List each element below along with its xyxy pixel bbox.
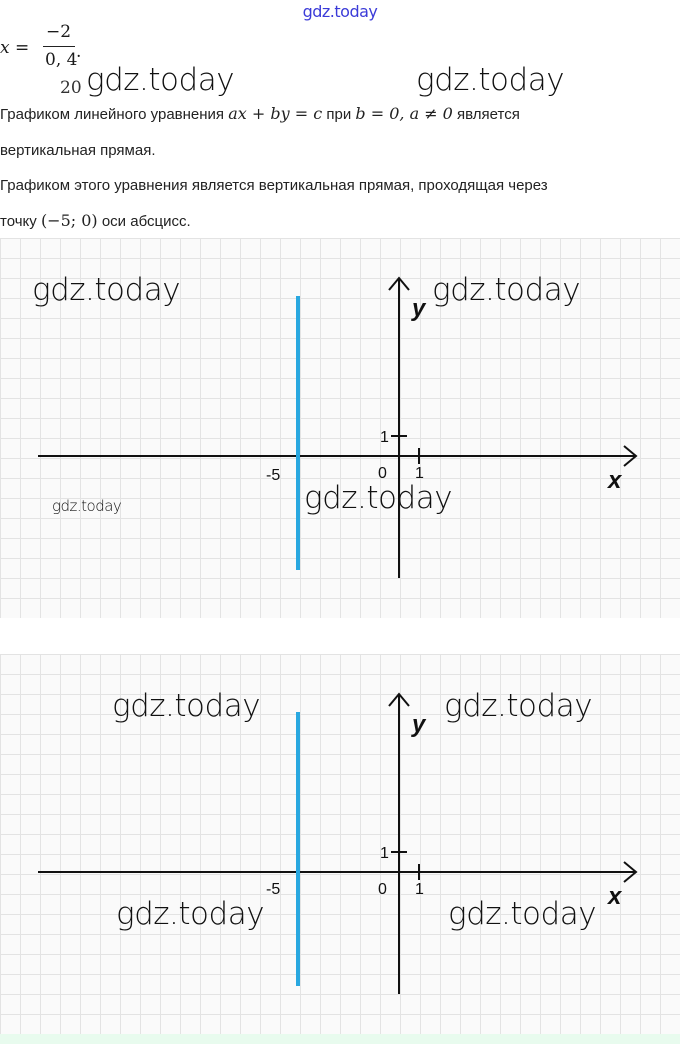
paragraph-2: вертикальная прямая. [0, 142, 156, 159]
p1-end: является [457, 106, 520, 123]
formula-denominator: 0, 4 [45, 50, 78, 70]
x-tick-label: 1 [415, 465, 424, 482]
formula-numerator: −2 [46, 22, 72, 42]
paragraph-3: Графиком этого уравнения является вертикальная прямая, проходящая через [0, 177, 548, 194]
watermark: gdz.today [444, 688, 593, 724]
fraction-bar [43, 46, 75, 47]
p1-mid: при [326, 106, 352, 123]
watermark: gdz.today [52, 497, 122, 515]
p1-math-condition: b = 0, a ≠ 0 [355, 104, 453, 123]
watermark: gdz.today [32, 272, 181, 308]
origin-label: 0 [378, 465, 387, 482]
watermark: gdz.today [116, 896, 265, 932]
graph-1 [0, 238, 680, 618]
p4-start: точку [0, 213, 37, 230]
watermark: gdz.today [304, 480, 453, 516]
paragraph-4 [0, 211, 191, 230]
p1-math-equation: ax + by = c [228, 104, 323, 123]
watermark: gdz.today [112, 688, 261, 724]
watermark: gdz.today [416, 62, 565, 98]
line-x-label: -5 [266, 881, 281, 898]
line-x-label: -5 [266, 467, 281, 484]
p4-end: оси абсцисс. [101, 213, 191, 230]
site-header[interactable]: gdz.today [302, 2, 378, 21]
watermark: gdz.today [86, 62, 235, 98]
paragraph-1 [0, 104, 520, 123]
p1-start: Графиком линейного уравнения [0, 106, 225, 123]
bottom-strip [0, 1034, 680, 1044]
graph-2 [0, 654, 680, 1034]
x-tick-label: 1 [415, 881, 424, 898]
y-tick-label: 1 [380, 429, 389, 446]
x-axis-label: x [608, 883, 622, 910]
y-tick-label: 1 [380, 845, 389, 862]
origin-label: 0 [378, 881, 387, 898]
x-axis-label: x [608, 467, 622, 494]
formula-tail: 20 [60, 78, 82, 98]
p4-point: (−5; 0) [40, 211, 98, 230]
y-axis-label: y [412, 711, 426, 738]
watermark: gdz.today [432, 272, 581, 308]
formula-lhs: x = [0, 38, 30, 58]
formula-end: . [76, 42, 82, 62]
watermark: gdz.today [448, 896, 597, 932]
y-axis-label: y [412, 295, 426, 322]
